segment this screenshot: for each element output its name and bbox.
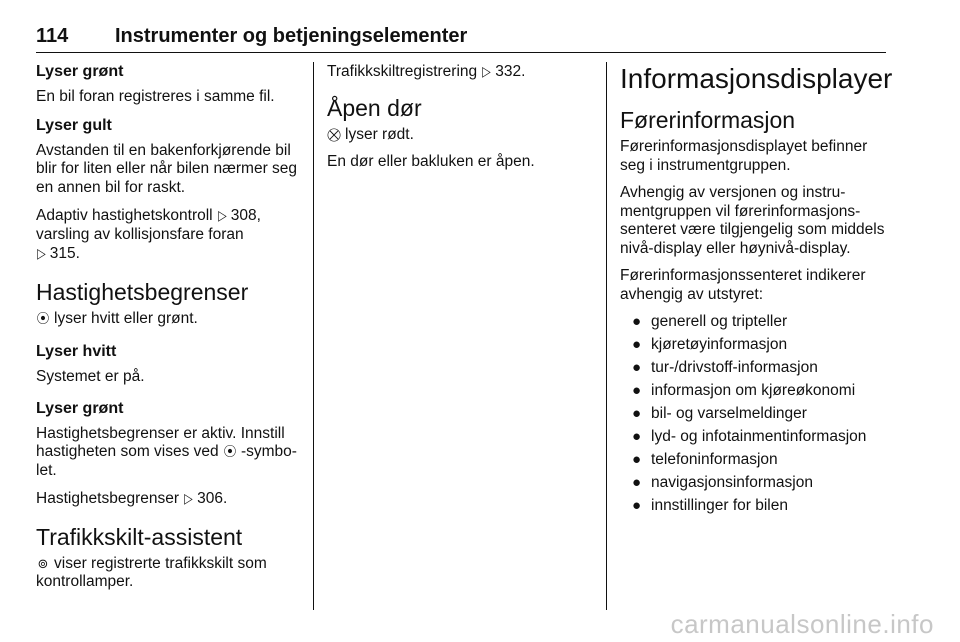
- heading-apen-dor: Åpen dør: [327, 94, 422, 121]
- speed-limiter-icon: ⦿: [223, 444, 237, 459]
- heading-lyser-hvitt: Lyser hvitt: [36, 343, 117, 360]
- list-item: ● innstillinger for bilen: [632, 497, 788, 514]
- bullet-icon: ●: [632, 405, 642, 422]
- traffic-sign-icon: ⊚: [37, 555, 49, 571]
- paragraph-tsr: [327, 62, 593, 82]
- paragraph-display-2: Avhengig av versjonen og instru-mentgruppen vil førerinformasjons-senteret være tilgjengelig som middels nivå-display eller høynivå-display.: [620, 184, 885, 257]
- list-item: ● bil- og varselmeldinger: [632, 405, 807, 422]
- heading-hastighetsbegrenser: Hastighetsbegrenser: [36, 278, 249, 305]
- xref-arrow-icon: ▷: [184, 490, 194, 506]
- speed-limiter-icon: ⦿: [36, 310, 50, 326]
- heading-informasjonsdisplayer: Informasjonsdisplayer: [620, 63, 893, 94]
- list-item: ● informasjon om kjøreøkonomi: [632, 382, 856, 399]
- limiter-ref: 306.: [197, 490, 228, 507]
- paragraph-door-desc: En dør eller bakluken er åpen.: [327, 153, 535, 170]
- column-divider-2: [606, 62, 607, 610]
- list-item: ● navigasjonsinformasjon: [632, 474, 813, 491]
- paragraph-yellow: Avstanden til en bakenforkjørende bil blir for liten eller når bilen nærmer seg en annen bil for raskt.: [36, 141, 298, 196]
- paragraph-limiter: [36, 310, 302, 329]
- bullet-icon: ●: [632, 359, 642, 376]
- tsa-text: viser registrerte trafikkskilt som kontrollamper.: [36, 554, 267, 590]
- heading-lyser-gront-1: Lyser grønt: [36, 63, 124, 80]
- bullet-icon: ●: [632, 451, 642, 468]
- column-3: [620, 62, 893, 520]
- green2-text-b: -symbo-: [240, 443, 297, 460]
- paragraph-white: Systemet er på.: [36, 368, 145, 385]
- paragraph-limiter-ref: [36, 489, 302, 509]
- green2-text-a: Hastighetsbegrenser er aktiv. Innstill hastigheten som vises ved: [36, 424, 285, 460]
- limiter-text: lyser hvitt eller grønt.: [54, 309, 198, 327]
- tsr-text: Trafikkskiltregistrering: [327, 63, 478, 80]
- xref-arrow-icon: ▷: [482, 63, 492, 79]
- paragraph-green2: [36, 425, 302, 481]
- list-item: ● kjøretøyinformasjon: [632, 336, 788, 353]
- column-2: [327, 62, 593, 181]
- heading-trafikkskilt-assistent: Trafikkskilt-assistent: [36, 523, 243, 550]
- green2-text-c: let.: [36, 461, 57, 479]
- door-text: lyser rødt.: [345, 125, 414, 143]
- column-1: [36, 62, 302, 601]
- list-item: ● telefoninformasjon: [632, 451, 778, 468]
- paragraph-display-3: Førerinformasjonssenteret indikerer avhengig av utstyret:: [620, 267, 866, 303]
- page-title: Instrumenter og betjeningselementer: [115, 25, 468, 47]
- heading-forerinformasjon: Førerinformasjon: [620, 107, 796, 133]
- paragraph-display-1: Førerinformasjonsdisplayet befinner seg i instrumentgruppen.: [620, 138, 868, 174]
- xref-arrow-icon: ▷: [37, 245, 46, 261]
- paragraph-green1: En bil foran registreres i samme fil.: [36, 88, 275, 105]
- limiter-ref-text: Hastighetsbegrenser: [36, 490, 180, 507]
- paragraph-door: [327, 126, 593, 145]
- paragraph-acc: [36, 206, 302, 264]
- acc-ref-2: 315.: [49, 245, 80, 262]
- bullet-icon: ●: [632, 313, 642, 330]
- bullet-icon: ●: [632, 474, 642, 491]
- xref-arrow-icon: ▷: [218, 207, 227, 223]
- acc-text-2: varsling av kollisjonsfare foran: [36, 225, 244, 243]
- page-header: [36, 22, 886, 53]
- column-divider-1: [313, 62, 314, 610]
- acc-ref-1: 308,: [230, 207, 261, 224]
- list-item: ● generell og tripteller: [632, 313, 788, 330]
- open-door-icon: ⛒: [327, 126, 341, 142]
- list-item: ● lyd- og infotainmentinformasjon: [632, 428, 867, 445]
- acc-text: Adaptiv hastighetskontroll: [36, 207, 213, 224]
- tsr-ref: 332.: [495, 63, 526, 80]
- paragraph-tsa: [36, 555, 302, 592]
- heading-lyser-gult: Lyser gult: [36, 116, 112, 134]
- bullet-icon: ●: [632, 382, 642, 399]
- bullet-icon: ●: [632, 336, 642, 353]
- heading-lyser-gront-2: Lyser grønt: [36, 399, 124, 417]
- page-number: 114: [36, 25, 69, 47]
- bullet-icon: ●: [632, 497, 642, 514]
- list-item: ● tur-/drivstoff-informasjon: [632, 359, 818, 376]
- watermark: carmanualsonline.info: [670, 609, 934, 639]
- bullet-icon: ●: [632, 428, 642, 445]
- info-bullet-list: [620, 313, 886, 516]
